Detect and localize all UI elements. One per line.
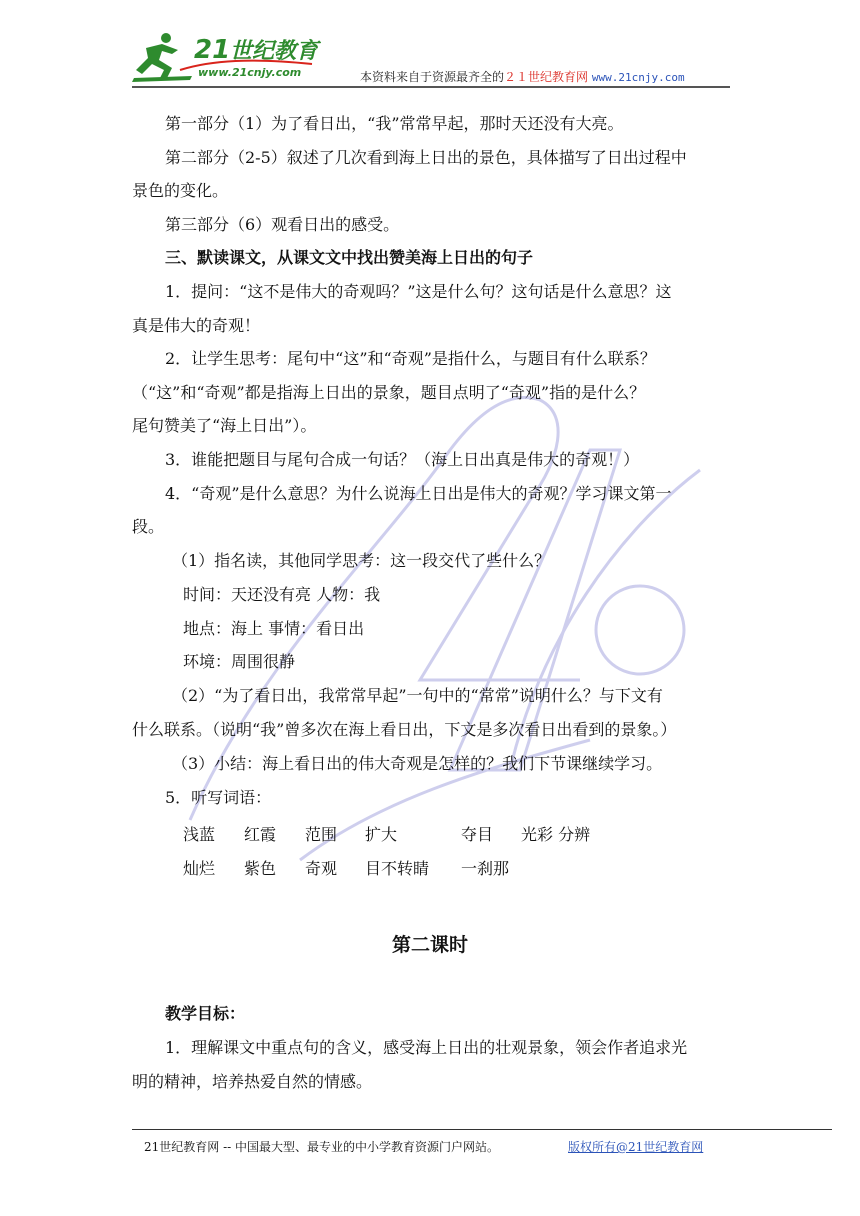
footer-copyright-link[interactable]: 版权所有@21世纪教育网 bbox=[568, 1140, 704, 1154]
subpoint-1-time: 时间：天还没有亮 人物：我 bbox=[183, 585, 381, 604]
footer-site-description: 21世纪教育网 -- 中国最大型、最专业的中小学教育资源门户网站。 bbox=[144, 1140, 500, 1154]
subpoint-1-environment: 环境：周围很静 bbox=[183, 652, 296, 671]
goal-1-line2: 明的精神，培养热爱自然的情感。 bbox=[132, 1072, 373, 1091]
header-note-brand[interactable]: ２１世纪教育网 bbox=[504, 70, 589, 84]
vocab-word: 紫色 bbox=[244, 859, 277, 878]
subpoint-1-place: 地点：海上 事情：看日出 bbox=[183, 619, 365, 638]
svg-text:世纪教育: 世纪教育 bbox=[230, 39, 319, 64]
header-source-note bbox=[360, 68, 685, 85]
vocab-word: 夺目 bbox=[461, 825, 494, 844]
subpoint-3: （3）小结：海上看日出的伟大奇观是怎样的？我们下节课继续学习。 bbox=[172, 754, 663, 773]
teaching-goals-label: 教学目标： bbox=[165, 1004, 246, 1023]
site-logo[interactable] bbox=[132, 30, 352, 86]
question-4-line2: 段。 bbox=[132, 517, 165, 536]
question-2-line2: （“这”和“奇观”都是指海上日出的景象，题目点明了“奇观”指的是什么？ bbox=[132, 383, 646, 402]
paragraph-part2-line1: 第二部分（2-5）叙述了几次看到海上日出的景色，具体描写了日出过程中 bbox=[165, 148, 687, 167]
svg-text:www.21cnjy.com: www.21cnjy.com bbox=[198, 66, 302, 79]
vocab-word: 红霞 bbox=[244, 825, 277, 844]
subpoint-1: （1）指名读，其他同学思考：这一段交代了些什么？ bbox=[172, 551, 551, 570]
runner-logo-icon bbox=[132, 30, 352, 86]
header-note-url[interactable]: www.21cnjy.com bbox=[591, 71, 685, 84]
question-1-line2: 真是伟大的奇观！ bbox=[132, 316, 261, 335]
question-2-line3: 尾句赞美了“海上日出”）。 bbox=[132, 416, 317, 435]
question-3: 3．谁能把题目与尾句合成一句话？（海上日出真是伟大的奇观！） bbox=[165, 450, 640, 469]
goal-1-line1: 1．理解课文中重点句的含义，感受海上日出的壮观景象，领会作者追求光 bbox=[165, 1038, 688, 1057]
header-divider bbox=[132, 86, 730, 88]
paragraph-part2-line2: 景色的变化。 bbox=[132, 181, 229, 200]
lesson-2-title: 第二课时 bbox=[391, 934, 468, 956]
vocab-word: 奇观 bbox=[305, 859, 338, 878]
question-4-line1: 4．“奇观”是什么意思？为什么说海上日出是伟大的奇观？学习课文第一 bbox=[165, 484, 672, 503]
vocab-word: 浅蓝 bbox=[183, 825, 216, 844]
svg-text:21: 21 bbox=[194, 35, 231, 65]
paragraph-part3: 第三部分（6）观看日出的感受。 bbox=[165, 215, 400, 234]
question-5: 5．听写词语： bbox=[165, 788, 272, 807]
vocab-word: 目不转睛 bbox=[365, 859, 430, 878]
question-1-line1: 1．提问：“这不是伟大的奇观吗？”这是什么句？这句话是什么意思？这 bbox=[165, 282, 672, 301]
footer-divider bbox=[132, 1129, 832, 1130]
subpoint-2-line2: 什么联系。（说明“我”曾多次在海上看日出，下文是多次看日出看到的景象。） bbox=[132, 720, 677, 739]
paragraph-part1: 第一部分（1）为了看日出，“我”常常早起，那时天还没有大亮。 bbox=[165, 114, 624, 133]
vocab-word: 光彩 分辨 bbox=[521, 825, 591, 844]
question-2-line1: 2．让学生思考：尾句中“这”和“奇观”是指什么，与题目有什么联系？ bbox=[165, 349, 656, 368]
subpoint-2-line1: （2）“为了看日出，我常常早起”一句中的“常常”说明什么？与下文有 bbox=[172, 686, 663, 705]
vocab-word: 一刹那 bbox=[461, 859, 510, 878]
vocab-word: 范围 bbox=[305, 825, 338, 844]
vocab-word: 扩大 bbox=[365, 825, 398, 844]
vocab-word: 灿烂 bbox=[183, 859, 216, 878]
header-note-prefix: 本资料来自于资源最齐全的 bbox=[360, 70, 505, 84]
page-header bbox=[132, 30, 732, 88]
section-heading-3: 三、默读课文，从课文文中找出赞美海上日出的句子 bbox=[165, 248, 534, 267]
